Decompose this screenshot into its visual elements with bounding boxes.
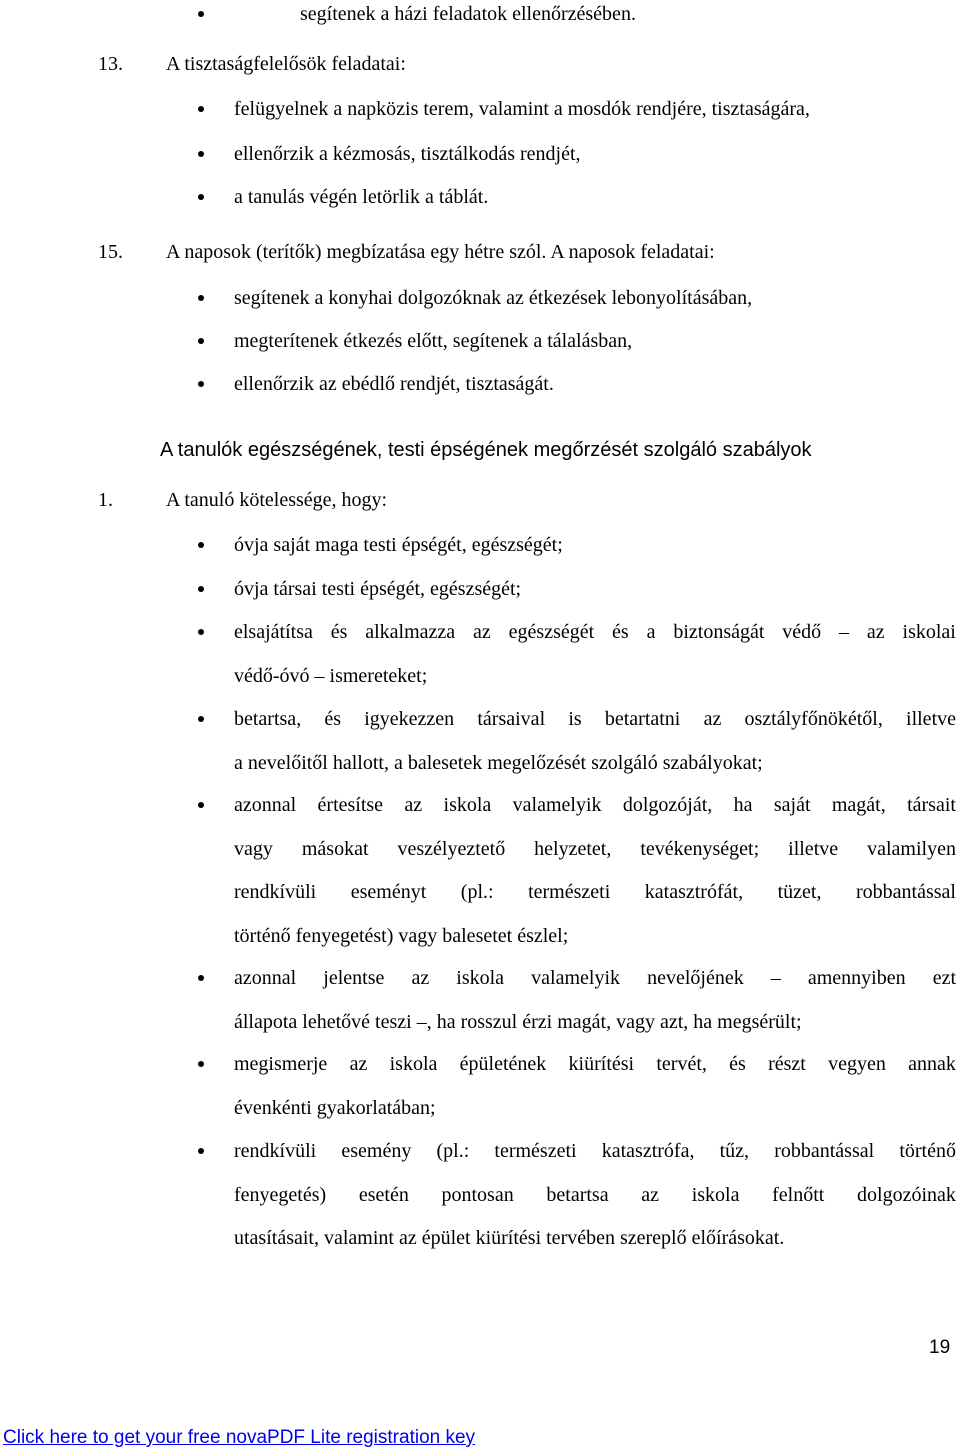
- text-line: védő-óvó – ismereteket;: [234, 665, 428, 687]
- word: ezt: [932, 967, 956, 989]
- word: osztályfőnökétől,: [744, 708, 883, 730]
- word: természeti: [494, 1140, 577, 1162]
- word: –: [770, 967, 781, 989]
- text-line: [234, 707, 956, 731]
- word: egészségét: [508, 621, 595, 643]
- word: fenyegetés): [234, 1184, 327, 1206]
- text-line: óvja társai testi épségét, egészségét;: [234, 578, 522, 600]
- bullet-icon: [198, 151, 204, 157]
- word: magát,: [831, 794, 886, 816]
- word: illetve: [788, 838, 839, 860]
- word: helyzetet,: [534, 838, 612, 860]
- word: az: [866, 621, 885, 643]
- word: is: [568, 708, 582, 730]
- word: az: [703, 708, 722, 730]
- word: eseményt: [350, 881, 427, 903]
- bullet-icon: [198, 716, 204, 722]
- page-number: 19: [929, 1337, 951, 1358]
- word: amennyiben: [807, 967, 906, 989]
- bullet-icon: [198, 1061, 204, 1067]
- text-line: [234, 880, 956, 904]
- list-item: segítenek a konyhai dolgozóknak az étkezések lebonyolításában,: [234, 287, 753, 309]
- word: iskolai: [902, 621, 956, 643]
- word: –: [839, 621, 850, 643]
- word: esetén: [358, 1184, 409, 1206]
- word: tűz,: [719, 1140, 750, 1162]
- word: értesítse: [317, 794, 384, 816]
- text-line: utasításait, valamint az épület kiürítési tervében szereplő előírásokat.: [234, 1227, 785, 1249]
- text-line: a nevelőitől hallott, a balesetek megelőzését szolgáló szabályokat;: [234, 752, 763, 774]
- word: társaival: [477, 708, 546, 730]
- text-line: óvja saját maga testi épségét, egészségét;: [234, 534, 563, 556]
- bullet-icon: [198, 629, 204, 635]
- list-item: ellenőrzik a kézmosás, tisztálkodás rendjét,: [234, 143, 581, 165]
- word: pontosan: [441, 1184, 514, 1206]
- bullet-icon: [198, 802, 204, 808]
- word: és: [324, 708, 342, 730]
- bullet-icon: [198, 194, 204, 200]
- word: (pl.:: [460, 881, 494, 903]
- bullet-icon: [198, 295, 204, 301]
- list-item: segítenek a házi feladatok ellenőrzésében.: [300, 3, 636, 25]
- text-line: [234, 793, 956, 817]
- word: ha: [733, 794, 753, 816]
- list-item: megterítenek étkezés előtt, segítenek a tálalásban,: [234, 330, 633, 352]
- bullet-icon: [198, 586, 204, 592]
- word: az: [473, 621, 491, 643]
- word: iskola: [691, 1184, 740, 1206]
- word: jelentse: [323, 967, 385, 989]
- word: betartsa: [546, 1184, 609, 1206]
- word: saját: [773, 794, 811, 816]
- word: vegyen: [828, 1053, 886, 1075]
- word: tüzet,: [777, 881, 822, 903]
- word: kiürítési: [568, 1053, 635, 1075]
- word: az: [349, 1053, 368, 1075]
- word: megismerje: [234, 1053, 328, 1075]
- word: és: [330, 621, 348, 643]
- bullet-icon: [198, 106, 204, 112]
- word: valamelyik: [531, 967, 620, 989]
- word: (pl.:: [436, 1140, 470, 1162]
- word: valamilyen: [867, 838, 956, 860]
- list-item: ellenőrzik az ebédlő rendjét, tisztaságát.: [234, 373, 554, 395]
- word: iskola: [443, 794, 492, 816]
- word: nevelőjének: [647, 967, 744, 989]
- list-item: felügyelnek a napközis terem, valamint a mosdók rendjére, tisztaságára,: [234, 98, 810, 120]
- text-line: történő fenyegetést) vagy balesetet észlel;: [234, 925, 569, 947]
- word: iskola: [389, 1053, 438, 1075]
- word: részt: [768, 1053, 806, 1075]
- section-heading: A tanulók egészségének, testi épségének megőrzését szolgáló szabályok: [160, 439, 812, 461]
- word: épületének: [459, 1053, 547, 1075]
- word: valamelyik: [512, 794, 602, 816]
- section-title: A tisztaságfelelősök feladatai:: [166, 53, 406, 75]
- bullet-icon: [198, 542, 204, 548]
- text-line: [234, 1139, 956, 1163]
- bullet-icon: [198, 11, 204, 17]
- word: az: [404, 794, 423, 816]
- word: annak: [908, 1053, 956, 1075]
- word: betartsa,: [234, 708, 302, 730]
- word: iskola: [456, 967, 505, 989]
- word: rendkívüli: [234, 1140, 317, 1162]
- registration-link[interactable]: Click here to get your free novaPDF Lite registration key: [3, 1427, 476, 1448]
- word: veszélyeztető: [397, 838, 506, 860]
- word: az: [641, 1184, 660, 1206]
- word: azonnal: [234, 967, 297, 989]
- word: katasztrófa,: [601, 1140, 695, 1162]
- word: védő: [782, 621, 822, 643]
- word: és: [612, 621, 629, 643]
- text-line: [234, 1183, 956, 1207]
- word: esemény: [341, 1140, 412, 1162]
- word: felnőtt: [772, 1184, 825, 1206]
- section-number: 1.: [98, 489, 113, 511]
- word: másokat: [301, 838, 369, 860]
- word: társait: [907, 794, 956, 816]
- section-number: 13.: [98, 53, 123, 75]
- word: katasztrófát,: [644, 881, 744, 903]
- word: robbantással: [855, 881, 956, 903]
- word: dolgozóinak: [857, 1184, 956, 1206]
- text-line: [234, 620, 956, 644]
- word: betartatni: [604, 708, 681, 730]
- word: tevékenységet;: [640, 838, 760, 860]
- section-number: 15.: [98, 241, 123, 263]
- word: alkalmazza: [365, 621, 456, 643]
- word: igyekezzen: [364, 708, 455, 730]
- word: robbantással: [774, 1140, 875, 1162]
- word: a: [646, 621, 656, 643]
- text-line: [234, 1052, 956, 1076]
- word: azonnal: [234, 794, 297, 816]
- word: az: [411, 967, 430, 989]
- word: tervét,: [656, 1053, 707, 1075]
- list-item: a tanulás végén letörlik a táblát.: [234, 186, 489, 208]
- bullet-icon: [198, 338, 204, 344]
- text-line: évenkénti gyakorlatában;: [234, 1097, 436, 1119]
- text-line: állapota lehetővé teszi –, ha rosszul érzi magát, vagy azt, ha megsérült;: [234, 1011, 802, 1033]
- bullet-icon: [198, 1148, 204, 1154]
- text-line: [234, 966, 956, 990]
- word: elsajátítsa: [234, 621, 313, 643]
- word: vagy: [234, 838, 273, 860]
- bullet-icon: [198, 381, 204, 387]
- word: illetve: [906, 708, 956, 730]
- word: történő: [899, 1140, 956, 1162]
- word: dolgozóját,: [622, 794, 713, 816]
- word: és: [729, 1053, 746, 1075]
- section-title: A naposok (terítők) megbízatása egy hétre szól. A naposok feladatai:: [166, 241, 715, 263]
- section-title: A tanuló kötelessége, hogy:: [166, 489, 388, 511]
- bullet-icon: [198, 975, 204, 981]
- word: rendkívüli: [234, 881, 317, 903]
- word: természeti: [528, 881, 611, 903]
- word: biztonságát: [673, 621, 765, 643]
- text-line: [234, 837, 956, 861]
